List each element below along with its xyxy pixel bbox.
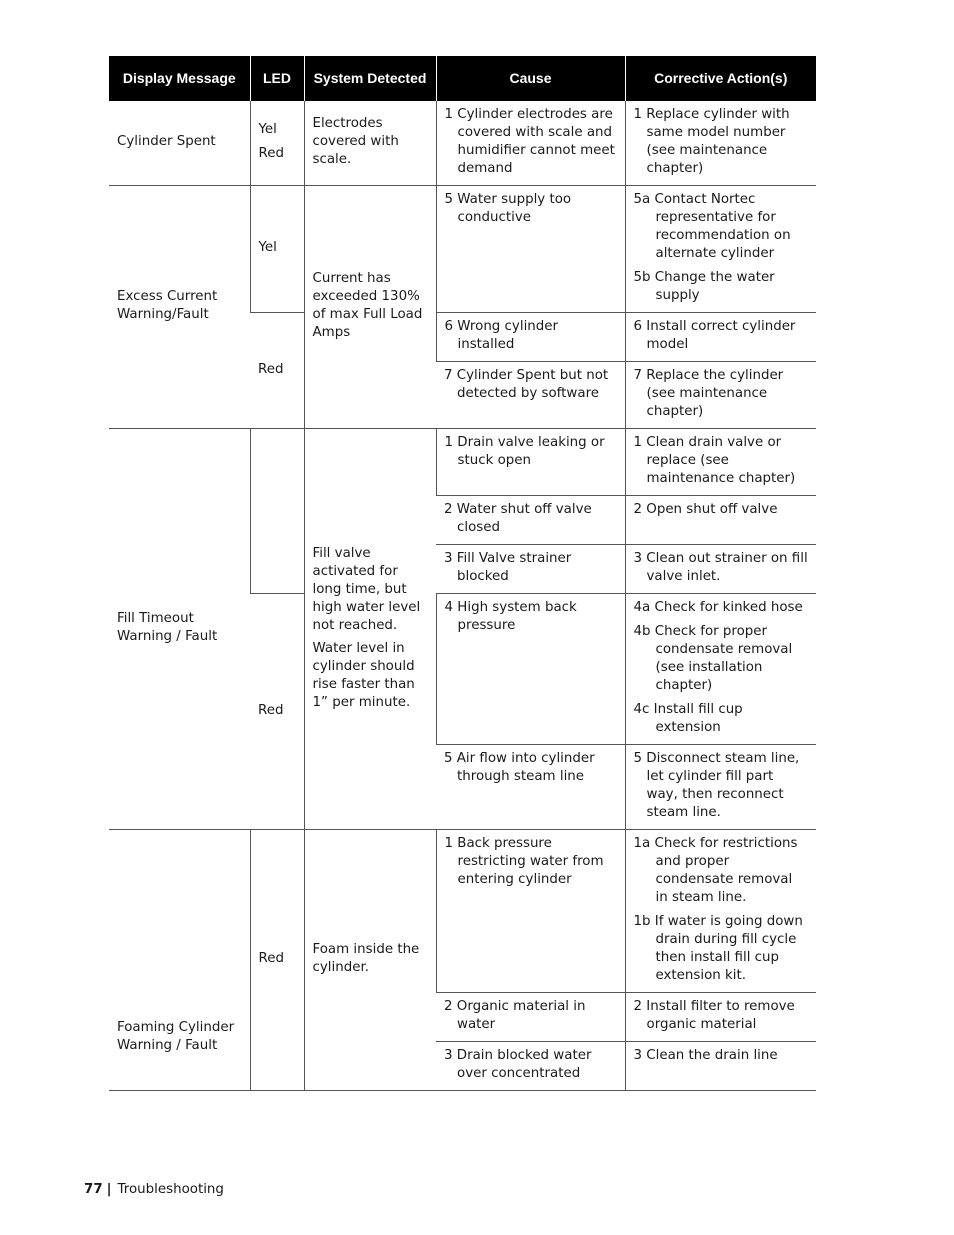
section-name: Troubleshooting [117,1182,224,1197]
action-item: 5 Disconnect steam line, let cylinder fill part way, then reconnect steam line. [633,751,800,820]
cause-cell [436,594,625,745]
display-message-cell: Cylinder Spent [109,101,250,186]
table-header-row [109,56,816,101]
system-detected-text: Fill valve activated for long time, but high water level not reached. [312,545,421,633]
action-item: 2 Open shut off valve [633,502,778,517]
cause-item: 3 Drain blocked water over concentrated [444,1048,592,1081]
cause-cell [436,186,625,313]
led-cell [250,101,304,186]
table-row [109,429,816,496]
action-cell [625,545,816,594]
header-led: LED [250,56,304,101]
cause-item: 1 Drain valve leaking or stuck open [444,435,605,468]
header-corrective-actions: Corrective Action(s) [625,56,816,101]
action-item: 3 Clean the drain line [633,1048,778,1063]
led-value: Yel [258,122,277,137]
action-item: 2 Install filter to remove organic material [633,999,795,1032]
system-detected-cell: Current has exceeded 130% of max Full Load Amps [304,186,436,429]
table-row [109,186,816,313]
cause-item: 6 Wrong cylinder installed [444,319,559,352]
cause-cell [436,545,625,594]
header-system-detected: System Detected [304,56,436,101]
header-cause: Cause [436,56,625,101]
table-row [109,101,816,186]
page-number: 77 [84,1182,103,1197]
action-cell [625,594,816,745]
page-footer [84,1182,224,1197]
display-message-cell: Foaming Cylinder Warning / Fault [109,830,250,1091]
action-item: 1a Check for restrictions and proper condensate removal in steam line. [633,836,798,905]
cause-cell [436,830,625,993]
led-cell: Red [250,313,304,429]
cause-item: 1 Back pressure restricting water from entering cylinder [444,836,604,887]
action-cell [625,362,816,429]
system-detected-cell [304,429,436,830]
action-cell [625,993,816,1042]
action-item: 7 Replace the cylinder (see maintenance chapter) [633,368,784,419]
action-item: 5a Contact Nortec representative for recommendation on alternate cylinder [633,192,791,261]
cause-cell [436,993,625,1042]
system-detected-text: Water level in cylinder should rise faster than 1” per minute. [312,640,415,710]
cause-item: 5 Water supply too conductive [444,192,572,225]
action-cell [625,313,816,362]
action-item: 4c Install fill cup extension [633,702,743,735]
action-cell [625,429,816,496]
cause-cell [436,1042,625,1091]
troubleshooting-table [109,56,816,1091]
led-value: Red [258,146,284,161]
led-cell: Red [250,830,304,1091]
display-message-cell: Fill Timeout Warning / Fault [109,429,250,830]
header-display-message: Display Message [109,56,250,101]
action-cell [625,830,816,993]
action-item: 1 Clean drain valve or replace (see maintenance chapter) [633,435,796,486]
cause-cell [436,101,625,186]
system-detected-cell: Foam inside the cylinder. [304,830,436,1091]
action-item: 1b If water is going down drain during fill cycle then install fill cup extension kit. [633,914,803,983]
cause-cell [436,745,625,830]
cause-item: 1 Cylinder electrodes are covered with scale and humidifier cannot meet demand [444,107,615,176]
system-detected-cell: Electrodes covered with scale. [304,101,436,186]
cause-item: 3 Fill Valve strainer blocked [444,551,572,584]
led-cell: Red [250,594,304,830]
cause-item: 4 High system back pressure [444,600,577,633]
action-item: 1 Replace cylinder with same model number (see maintenance chapter) [633,107,790,176]
cause-cell [436,496,625,545]
table-row [109,830,816,993]
led-cell: Yel [250,186,304,313]
action-cell [625,1042,816,1091]
action-cell [625,101,816,186]
footer-separator: | [106,1182,112,1197]
action-item: 5b Change the water supply [633,270,775,303]
action-cell [625,745,816,830]
action-item: 6 Install correct cylinder model [633,319,796,352]
action-cell [625,496,816,545]
cause-item: 7 Cylinder Spent but not detected by software [444,368,609,401]
cause-item: 2 Water shut off valve closed [444,502,592,535]
action-cell [625,186,816,313]
cause-item: 2 Organic material in water [444,999,586,1032]
cause-cell [436,313,625,362]
action-item: 3 Clean out strainer on fill valve inlet. [633,551,808,584]
led-cell [250,429,304,594]
display-message-cell: Excess Current Warning/Fault [109,186,250,429]
cause-cell [436,429,625,496]
cause-cell [436,362,625,429]
action-item: 4b Check for proper condensate removal (see installation chapter) [633,624,793,693]
action-item: 4a Check for kinked hose [633,600,803,615]
cause-item: 5 Air flow into cylinder through steam line [444,751,595,784]
